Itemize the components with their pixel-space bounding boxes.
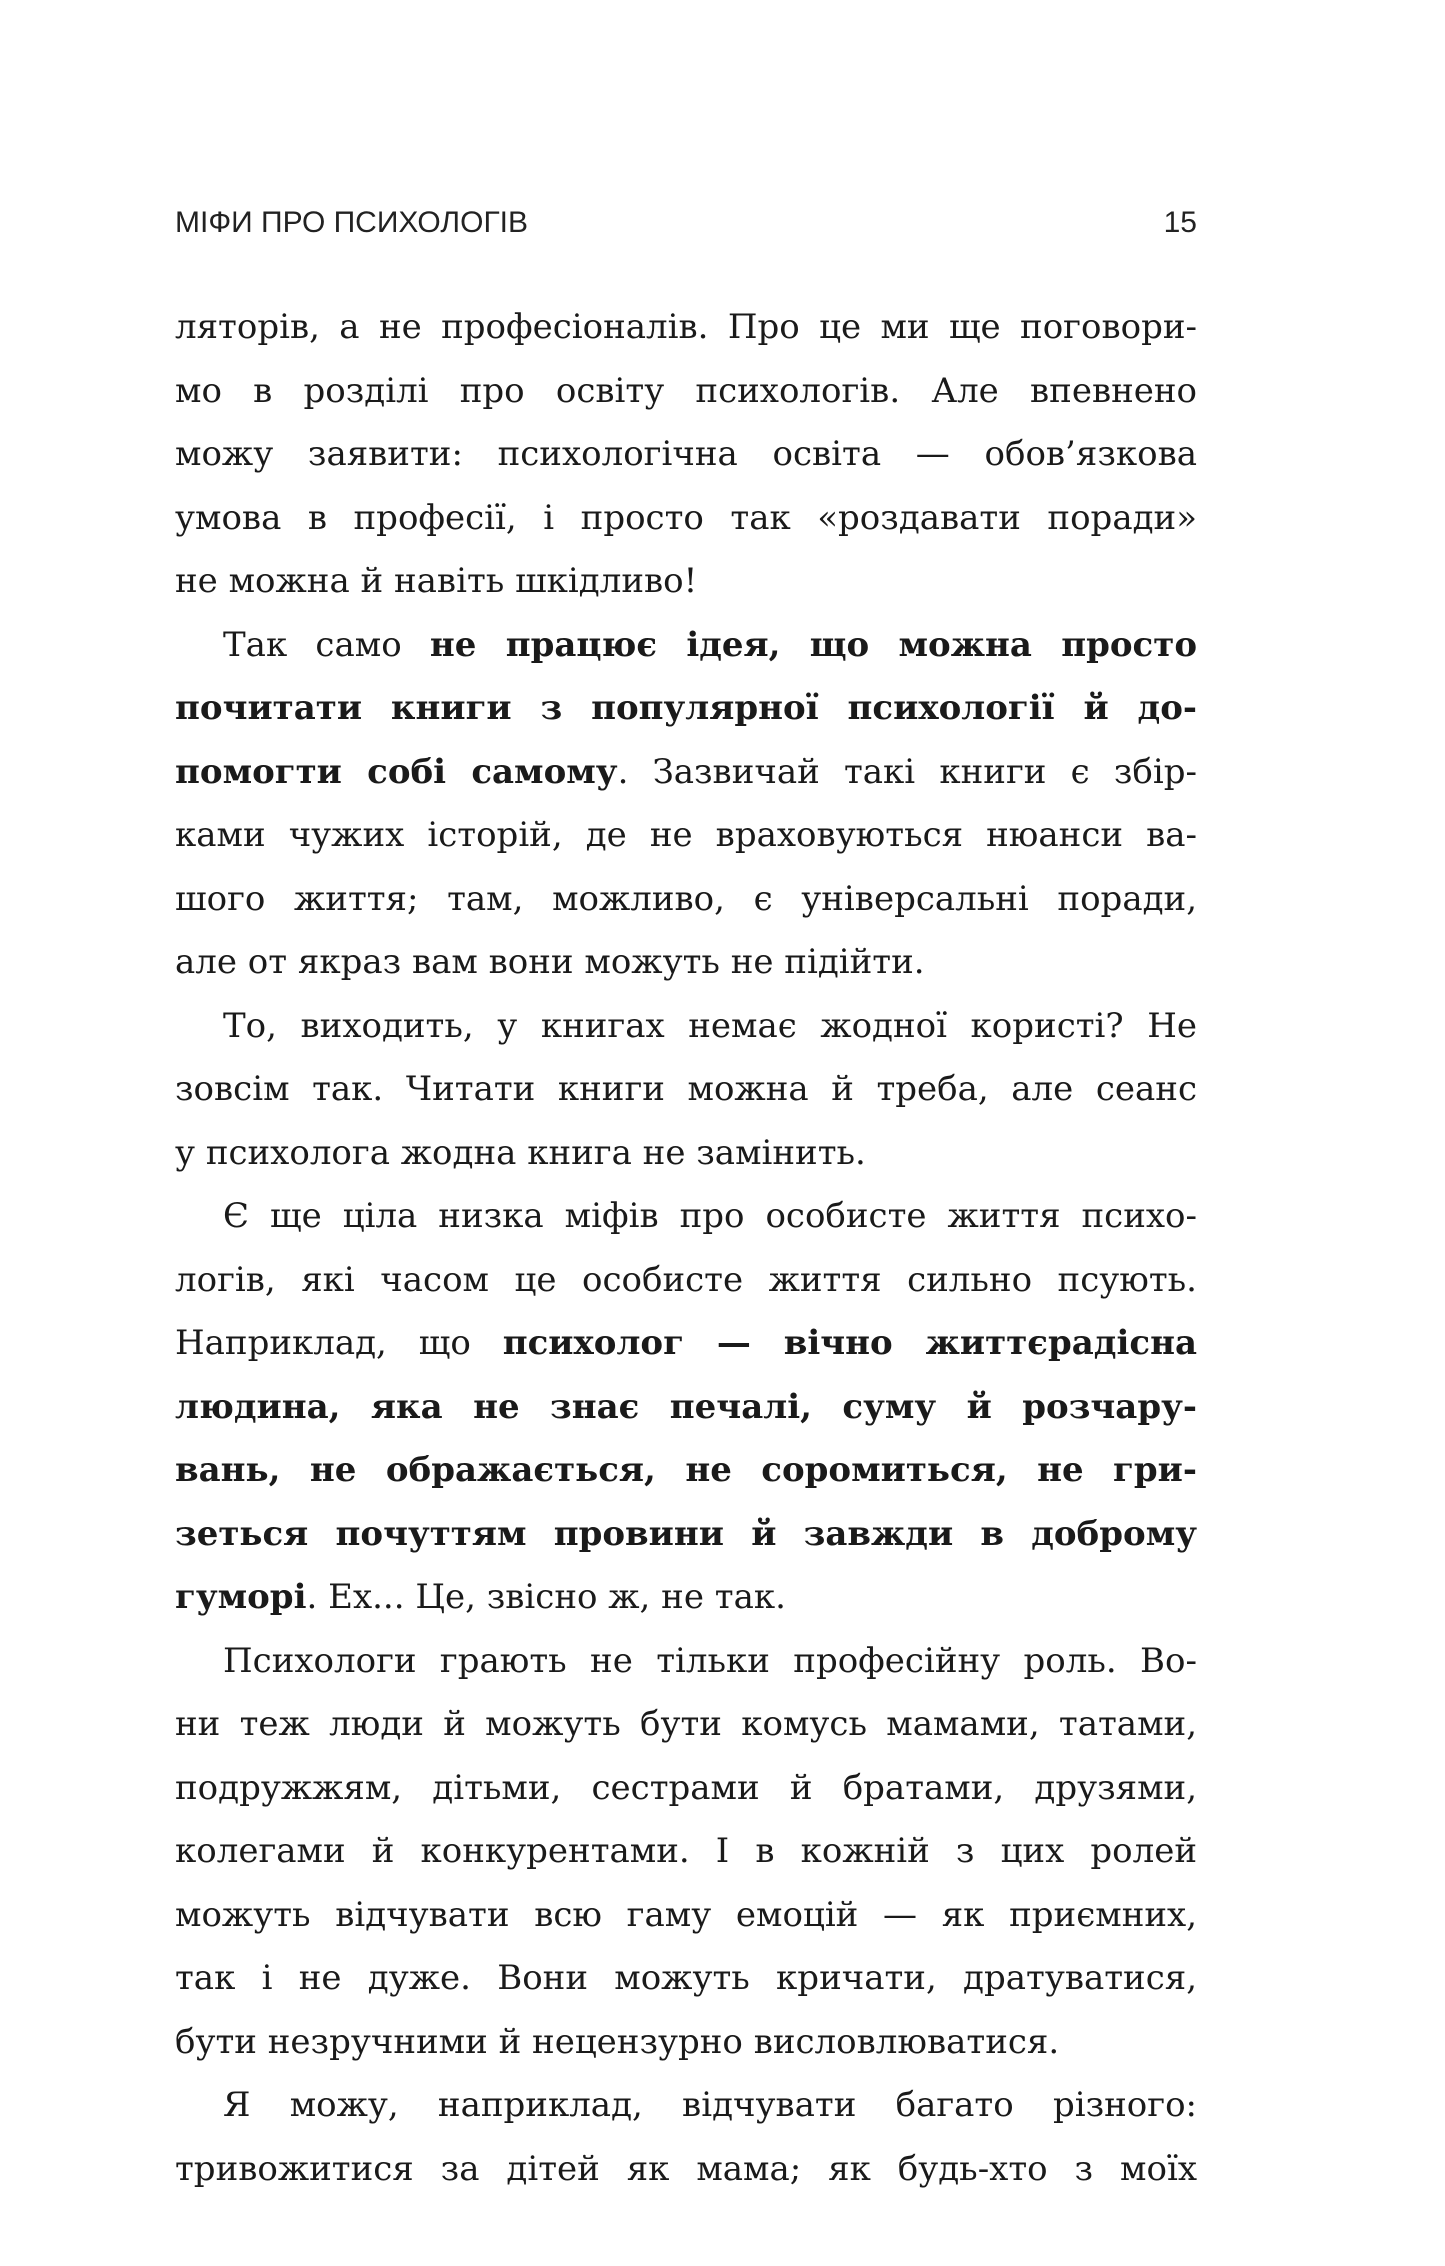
text-line (175, 550, 1197, 614)
text-run: Психологи грають не тільки професійну роль. Во- (223, 1640, 1197, 1681)
bold-text-run: вань, не ображається, не соромиться, не гри- (175, 1450, 1197, 1490)
text-line (175, 296, 1197, 360)
bold-text-run: гуморі (175, 1577, 307, 1617)
running-title: МІФИ ПРО ПСИХОЛОГІВ (175, 206, 529, 239)
text-run: тривожитися за дітей як мама; як будь-хто з моїх (175, 2148, 1197, 2189)
text-line (175, 1693, 1197, 1757)
text-line (175, 677, 1197, 741)
text-line (175, 1503, 1197, 1567)
text-run: можуть відчувати всю гаму емоцій — як приємних, (175, 1894, 1197, 1935)
text-line (175, 995, 1197, 1059)
text-line (175, 360, 1197, 424)
running-header (175, 200, 1197, 260)
text-run: ни теж люди й можуть бути комусь мамами, татами, (175, 1704, 1197, 1744)
text-line (175, 2074, 1197, 2138)
bold-text-run: помогти собі самому (175, 751, 618, 792)
bold-text-run: психолог — вічно життєрадісна (502, 1323, 1197, 1363)
text-run: мо в розділі про освіту психологів. Але впевнено (175, 370, 1197, 411)
text-line (175, 1122, 1197, 1186)
text-run: умова в професії, і просто так «роздавати поради» (175, 497, 1197, 538)
text-line (175, 2011, 1197, 2075)
text-line (175, 1312, 1197, 1376)
bold-text-run: людина, яка не знає печалі, суму й розчару- (175, 1386, 1197, 1427)
text-line (175, 1249, 1197, 1313)
text-run: То, виходить, у книгах немає жодної користі? Не (223, 1005, 1197, 1046)
text-run: Так само (223, 624, 430, 665)
text-line (175, 1376, 1197, 1440)
bold-text-run: почитати книги з популярної психології й до- (175, 688, 1197, 728)
book-page (175, 200, 1197, 2201)
text-line (175, 1630, 1197, 1694)
text-line (175, 1439, 1197, 1503)
text-line (175, 741, 1197, 805)
text-run: так і не дуже. Вони можуть кричати, дратуватися, (175, 1958, 1197, 1998)
text-line (175, 1058, 1197, 1122)
text-line (175, 1947, 1197, 2011)
text-run: але от якраз вам вони можуть не підійти. (175, 942, 925, 982)
text-run: шого життя; там, можливо, є універсальні поради, (175, 878, 1197, 919)
text-line (175, 2138, 1197, 2202)
text-line (175, 1185, 1197, 1249)
text-run: логів, які часом це особисте життя сильно псують. (175, 1259, 1197, 1300)
text-run: колегами й конкурентами. І в кожній з цих ролей (175, 1831, 1197, 1871)
text-run: . Зазвичай такі книги є збір- (617, 751, 1197, 792)
text-run: Є ще ціла низка міфів про особисте життя психо- (223, 1196, 1197, 1236)
bold-text-run: зеться почуттям провини й завжди в доброму (175, 1513, 1197, 1554)
body-text (175, 296, 1197, 2201)
page-number: 15 (1163, 206, 1197, 239)
text-line (175, 1757, 1197, 1821)
text-line (175, 868, 1197, 932)
text-run: . Ех... Це, звісно ж, не так. (306, 1577, 786, 1617)
text-line (175, 423, 1197, 487)
text-run: Я можу, наприклад, відчувати багато різного: (223, 2085, 1197, 2125)
text-run: бути незручними й нецензурно висловлюватися. (175, 2021, 1060, 2062)
text-line (175, 614, 1197, 678)
text-run: у психолога жодна книга не замінить. (175, 1132, 866, 1173)
text-line (175, 487, 1197, 551)
text-run: ляторів, а не професіоналів. Про це ми ще поговори- (175, 307, 1197, 347)
text-run: зовсім так. Читати книги можна й треба, але сеанс (175, 1069, 1197, 1109)
bold-text-run: не працює ідея, що можна просто (429, 624, 1197, 665)
text-run: ками чужих історій, де не враховуються нюанси ва- (175, 815, 1197, 855)
text-run: Наприклад, що (175, 1323, 503, 1363)
text-line (175, 1566, 1197, 1630)
text-run: подружжям, дітьми, сестрами й братами, друзями, (175, 1767, 1197, 1808)
text-line (175, 804, 1197, 868)
text-run: не можна й навіть шкідливо! (175, 561, 698, 601)
text-line (175, 931, 1197, 995)
text-line (175, 1820, 1197, 1884)
text-run: можу заявити: психологічна освіта — обов’язкова (175, 434, 1197, 474)
text-line (175, 1884, 1197, 1948)
